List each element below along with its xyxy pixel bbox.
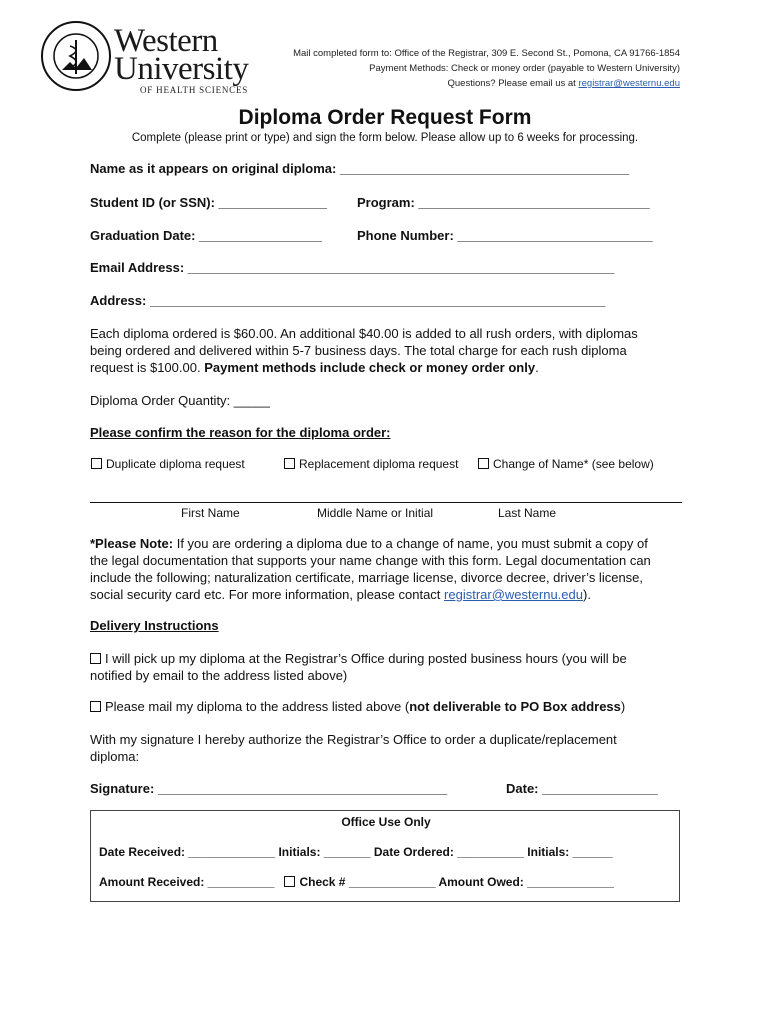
pricing-line-1: Each diploma ordered is $60.00. An additional $40.00 is added to all rush orders, with diplomas <box>90 326 638 341</box>
note-line-4 <box>90 586 680 603</box>
note-line-1 <box>90 535 680 552</box>
address-field[interactable]: Address: _______________________________________________________________ <box>90 293 606 308</box>
diploma-quantity-field[interactable]: Diploma Order Quantity: _____ <box>90 393 270 408</box>
pickup-line-2: notified by email to the address listed above) <box>90 668 348 683</box>
pickup-text: I will pick up my diploma at the Registrar’s Office during posted business hours (you will be <box>105 651 627 666</box>
pricing-line-3-prefix: request is $100.00. <box>90 360 205 375</box>
pickup-option[interactable] <box>90 650 680 684</box>
email-address-field[interactable]: Email Address: ___________________________________________________________ <box>90 260 615 275</box>
payment-methods-bold: Payment methods include check or money order only <box>204 360 536 375</box>
pricing-paragraph <box>90 325 680 376</box>
checkbox-icon[interactable] <box>91 458 102 469</box>
note-line-4-prefix: social security card etc. For more information, please contact <box>90 587 445 602</box>
mailing-address: Mail completed form to: Office of the Registrar, 309 E. Second St., Pomona, CA 91766-1854 <box>293 48 680 59</box>
pricing-line-3-suffix: . <box>535 360 539 375</box>
new-name-line[interactable] <box>90 502 682 503</box>
authorization-line-1: With my signature I hereby authorize the Registrar’s Office to order a duplicate/replacement <box>90 732 617 747</box>
mail-option-text: Please mail my diploma to the address listed above ( <box>105 699 410 714</box>
replacement-diploma-checkbox[interactable] <box>284 457 458 471</box>
logo-wordmark-university: University <box>114 51 249 87</box>
checkbox-icon[interactable] <box>284 458 295 469</box>
duplicate-diploma-label: Duplicate diploma request <box>106 457 245 471</box>
replacement-diploma-label: Replacement diploma request <box>299 457 459 471</box>
registrar-email-link-2[interactable]: registrar@westernu.edu <box>444 587 583 602</box>
diploma-name-field[interactable]: Name as it appears on original diploma: ________________________________________ <box>90 161 630 176</box>
change-of-name-label: Change of Name* (see below) <box>493 457 654 471</box>
pricing-line-3 <box>90 359 680 376</box>
note-line-1-text: If you are ordering a diploma due to a change of name, you must submit a copy of <box>173 536 648 551</box>
mail-option-suffix: ) <box>620 699 626 714</box>
payment-methods-note: Payment Methods: Check or money order (payable to Western University) <box>369 63 680 74</box>
checkbox-icon[interactable] <box>284 876 295 887</box>
checkbox-icon[interactable] <box>90 701 101 712</box>
note-line-2: the legal documentation that supports your name change with this form. Legal documentation can <box>90 553 651 568</box>
reason-heading: Please confirm the reason for the diploma order: <box>90 425 391 440</box>
checkbox-icon[interactable] <box>478 458 489 469</box>
change-of-name-checkbox[interactable] <box>478 457 654 471</box>
note-line-3: include the following; naturalization certificate, marriage license, divorce decree, driver’s license, <box>90 570 644 585</box>
pickup-line-1 <box>90 650 680 667</box>
authorization-statement <box>90 731 680 765</box>
registrar-email-link[interactable]: registrar@westernu.edu <box>578 78 680 89</box>
questions-note <box>448 78 681 89</box>
duplicate-diploma-checkbox[interactable] <box>91 457 245 471</box>
logo-wordmark-western: Western <box>114 23 218 59</box>
signature-field[interactable]: Signature: ________________________________________ <box>90 781 448 796</box>
check-amount-owed-field[interactable]: Check # _____________ Amount Owed: _____________ <box>299 875 614 889</box>
phone-number-field[interactable]: Phone Number: ___________________________ <box>357 228 653 243</box>
note-line-4-suffix: ). <box>582 587 591 602</box>
questions-prefix: Questions? Please email us at <box>447 78 579 89</box>
form-title: Diploma Order Request Form <box>238 106 532 129</box>
note-bold-label: *Please Note: <box>90 536 174 551</box>
office-use-box <box>90 810 680 902</box>
checkbox-icon[interactable] <box>90 653 101 664</box>
delivery-heading: Delivery Instructions <box>90 618 219 633</box>
office-row-received[interactable]: Date Received: _____________ Initials: _______ Date Ordered: __________ Initials: ______ <box>99 845 613 859</box>
form-instructions: Complete (please print or type) and sign the form below. Please allow up to 6 weeks for processing. <box>131 132 639 144</box>
last-name-label: Last Name <box>498 506 557 520</box>
middle-name-label: Middle Name or Initial <box>317 506 434 520</box>
office-row-amount[interactable] <box>99 875 614 889</box>
university-seal-logo <box>40 20 112 92</box>
amount-received-field[interactable]: Amount Received: __________ <box>99 875 275 889</box>
graduation-date-field[interactable]: Graduation Date: _________________ <box>90 228 322 243</box>
student-id-field[interactable]: Student ID (or SSN): _______________ <box>90 195 327 210</box>
pricing-line-2: being ordered and delivered within 5-7 business days. The total charge for each rush diploma <box>90 343 627 358</box>
office-use-title: Office Use Only <box>341 815 431 829</box>
signature-date-field[interactable]: Date: ________________ <box>506 781 658 796</box>
first-name-label: First Name <box>181 506 240 520</box>
name-change-note <box>90 535 680 603</box>
program-field[interactable]: Program: ________________________________ <box>357 195 650 210</box>
po-box-warning: not deliverable to PO Box address <box>409 699 621 714</box>
logo-subtitle: OF HEALTH SCIENCES <box>140 85 249 95</box>
mail-option[interactable] <box>90 698 680 715</box>
authorization-line-2: diploma: <box>90 749 140 764</box>
